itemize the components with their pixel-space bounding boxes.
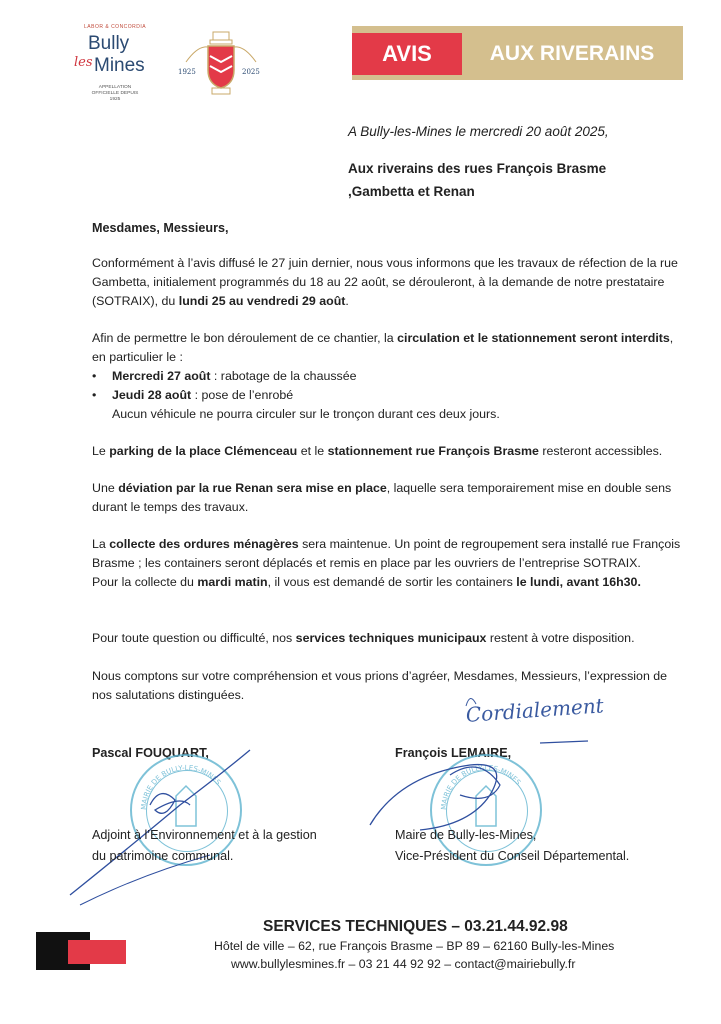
handwritten-note xyxy=(462,684,612,734)
p4-text: Une xyxy=(92,481,119,495)
p3-text: resteront accessibles. xyxy=(538,444,663,458)
p2-bold: circulation et le stationnement seront interdits xyxy=(397,331,670,345)
letter-recipient xyxy=(348,157,606,203)
city-crest-logo xyxy=(176,28,266,100)
paragraph-2 xyxy=(92,329,688,424)
p5-text: sera maintenue. Un point de regroupement sera installé rue François Brasme ; les containers seront déplacés et remis en place par les ouvriers de l’entreprise SOTRAIX. xyxy=(92,537,681,570)
p5-bold: collecte des ordures ménagères xyxy=(109,537,299,551)
paragraph-5 xyxy=(92,535,688,592)
paragraph-7: Nous comptons sur votre compréhension et vous prions d’agréer, Mesdames, Messieurs, l’expression de nos salutations distinguées. xyxy=(92,669,668,702)
p5-bold: mardi matin xyxy=(197,575,268,589)
logo-bully: Bully xyxy=(88,33,130,54)
bullet-text: : pose de l’enrobé xyxy=(191,388,294,402)
recipient-line-2: ,Gambetta et Renan xyxy=(348,184,475,199)
logo-mines: Mines xyxy=(94,55,145,76)
p4-text: , laquelle sera temporairement mise en double sens durant le temps des travaux. xyxy=(92,481,672,514)
paragraph-6 xyxy=(92,629,688,648)
logo-les: les xyxy=(74,55,93,70)
p3-bold: stationnement rue François Brasme xyxy=(327,444,539,458)
paragraph-1 xyxy=(92,254,688,311)
bullet-text: : rabotage de la chaussée xyxy=(210,369,357,383)
p5-text: , il vous est demandé de sortir les containers xyxy=(267,575,517,589)
left-signatory-title xyxy=(92,825,317,867)
p4-bold: déviation par la rue Renan sera mise en place xyxy=(118,481,387,495)
left-title-line-2: du patrimoine communal. xyxy=(92,849,234,863)
list-item xyxy=(92,367,688,386)
p1-end: . xyxy=(345,294,349,308)
footer-address: Hôtel de ville – 62, rue François Brasme – BP 89 – 62160 Bully-les-Mines xyxy=(214,939,615,953)
letter-date: A Bully-les-Mines le mercredi 20 août 2025, xyxy=(348,124,609,139)
p2-text: Afin de permettre le bon déroulement de ce chantier, la xyxy=(92,331,398,345)
stamp-text: MAIRIE DE BULLY-LES-MINES xyxy=(139,763,223,811)
left-title-line-1: Adjoint à l’Environnement et à la gestion xyxy=(92,828,317,842)
recipient-line-1: Aux riverains des rues François Brasme xyxy=(348,161,607,176)
right-signatory-name: François LEMAIRE, xyxy=(395,746,512,760)
logo-appellation: APPELLATION OFFICIELLE DEPUIS 1925 xyxy=(91,85,139,102)
bullet-day: Jeudi 28 août xyxy=(112,388,192,402)
p5-text: La xyxy=(92,537,110,551)
p3-text: Le xyxy=(92,444,110,458)
footer-contact: www.bullylesmines.fr – 03 21 44 92 92 – contact@mairiebully.fr xyxy=(231,957,576,971)
handwritten-text: Cordialement xyxy=(465,693,605,727)
p5-text: Pour la collecte du xyxy=(92,575,198,589)
greeting: Mesdames, Messieurs, xyxy=(92,221,229,235)
bullet-day: Mercredi 27 août xyxy=(112,369,211,383)
left-signatory-name: Pascal FOUQUART, xyxy=(92,746,209,760)
right-signatory-title xyxy=(395,825,629,867)
logo-motto: LABOR & CONCORDIA xyxy=(84,24,147,30)
paragraph-4 xyxy=(92,479,688,517)
paragraph-3 xyxy=(92,442,688,461)
crest-year-left: 1925 xyxy=(178,68,196,76)
p1-dates: lundi 25 au vendredi 29 août xyxy=(178,294,346,308)
p1-text: Conformément à l’avis diffusé le 27 juin dernier, nous vous informons que les travaux de réfection de la rue Gambetta, initialement programmés du 18 au 22 août, se dérouleront, à la demande de notre prestataire (SOTRAIX), du xyxy=(92,256,678,308)
footer-title: SERVICES TECHNIQUES – 03.21.44.92.98 xyxy=(263,918,568,935)
crest-year-right: 2025 xyxy=(242,68,260,76)
p5-bold: le lundi, avant 16h30. xyxy=(516,575,641,589)
banner-avis: AVIS xyxy=(352,33,462,75)
works-list xyxy=(92,367,688,405)
footer-red-block xyxy=(68,940,126,964)
p3-bold: parking de la place Clémenceau xyxy=(109,444,298,458)
p6-text: Pour toute question ou difficulté, nos xyxy=(92,631,296,645)
right-title-line-1: Maire de Bully-les-Mines, xyxy=(395,828,537,842)
p3-text: et le xyxy=(297,444,328,458)
stamp-text: MAIRIE DE BULLY-LES-MINES xyxy=(439,763,523,811)
p6-bold: services techniques municipaux xyxy=(295,631,487,645)
bullet-note: Aucun véhicule ne pourra circuler sur le tronçon durant ces deux jours. xyxy=(112,407,500,421)
right-title-line-2: Vice-Président du Conseil Départemental. xyxy=(395,849,630,863)
p6-text: restent à votre disposition. xyxy=(486,631,635,645)
p2-end: , en particulier le : xyxy=(92,331,674,364)
list-item xyxy=(92,386,688,405)
banner-aux-riverains: AUX RIVERAINS xyxy=(489,42,655,65)
